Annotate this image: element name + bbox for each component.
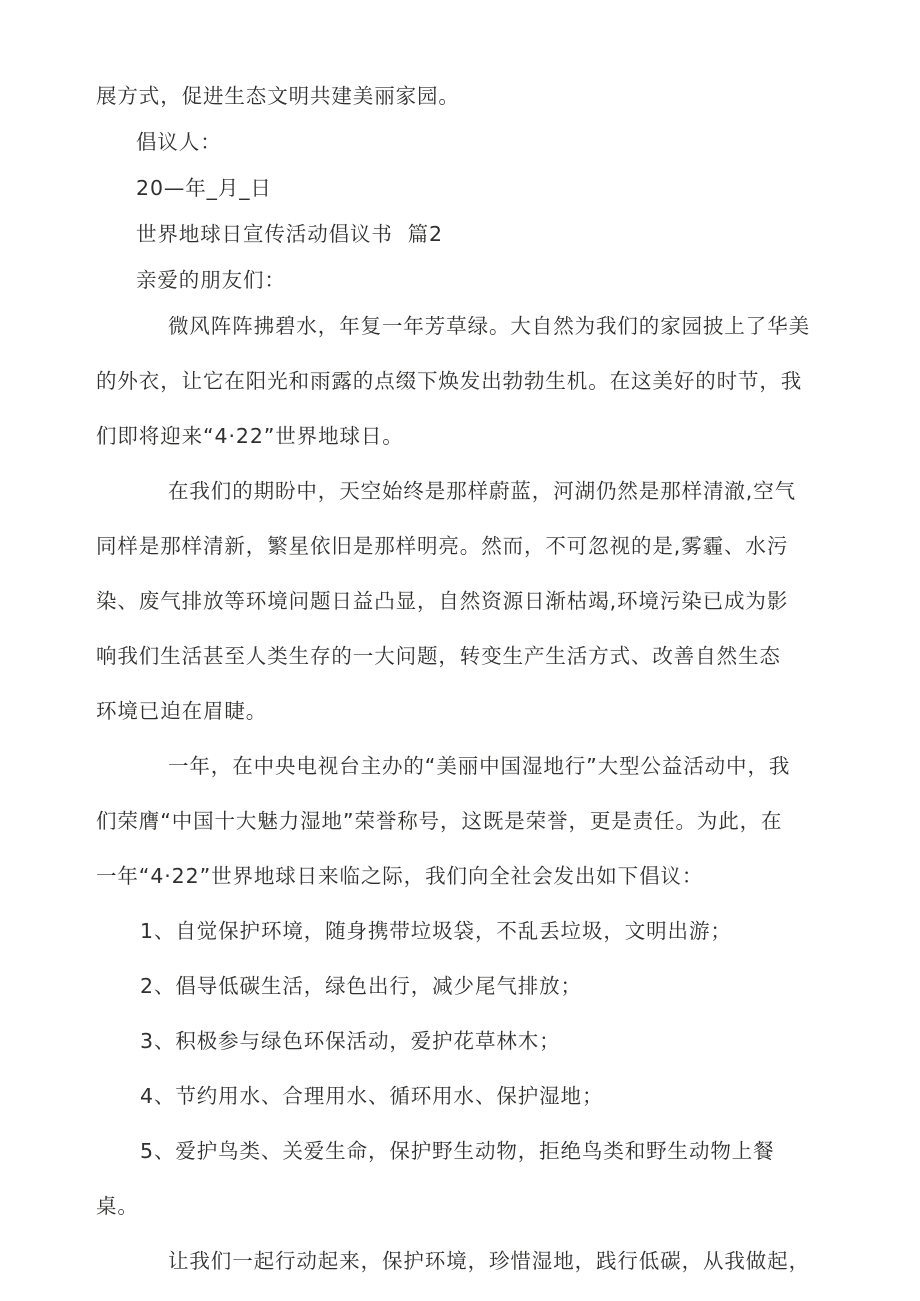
document-line: 微风阵阵拂碧水，年复一年芳草绿。大自然为我们的家园披上了华美 [168, 314, 810, 338]
document-line: 让我们一起行动起来，保护环境，珍惜湿地，践行低碳，从我做起， [168, 1249, 810, 1273]
document-line: 响我们生活甚至人类生存的一大问题，转变生产生活方式、改善自然生态 [96, 644, 781, 668]
document-line: 世界地球日宣传活动倡议书 篇2 [136, 222, 443, 246]
document-line: 5、爱护鸟类、关爱生命，保护野生动物，拒绝鸟类和野生动物上餐 [140, 1139, 775, 1163]
document-line: 倡议人： [136, 130, 222, 154]
document-line: 展方式，促进生态文明共建美丽家园。 [96, 84, 460, 108]
document-line: 亲爱的朋友们： [136, 268, 286, 292]
document-line: 3、积极参与绿色环保活动，爱护花草林木； [140, 1029, 561, 1053]
document-body [96, 84, 810, 1301]
document-line: 染、废气排放等环境问题日益凸显，自然资源日渐枯竭,环境污染已成为影 [96, 589, 789, 613]
document-line: 20—年_月_日 [136, 176, 272, 200]
document-line: 一年，在中央电视台主办的“美丽中国湿地行”大型公益活动中，我 [168, 754, 791, 778]
document-line: 一年“4·22”世界地球日来临之际，我们向全社会发出如下倡议： [96, 864, 704, 888]
document-line: 的外衣，让它在阳光和雨露的点缀下焕发出勃勃生机。在这美好的时节，我 [96, 369, 803, 393]
document-line: 们即将迎来“4·22”世界地球日。 [96, 424, 404, 448]
document-line: 4、节约用水、合理用水、循环用水、保护湿地； [140, 1084, 604, 1108]
document-line: 1、自觉保护环境，随身携带垃圾袋，不乱丢垃圾，文明出游； [140, 919, 732, 943]
document-line: 们荣膺“中国十大魅力湿地”荣誉称号，这既是荣誉，更是责任。为此，在 [96, 809, 783, 833]
document-line: 在我们的期盼中，天空始终是那样蔚蓝，河湖仍然是那样清澈,空气 [168, 479, 797, 503]
document-line: 2、倡导低碳生活，绿色出行，减少尾气排放； [140, 974, 582, 998]
document-line: 桌。 [96, 1194, 139, 1218]
document-line: 同样是那样清新，繁星依旧是那样明亮。然而，不可忽视的是,雾霾、水污 [96, 534, 789, 558]
document-line: 环境已迫在眉睫。 [96, 699, 268, 723]
